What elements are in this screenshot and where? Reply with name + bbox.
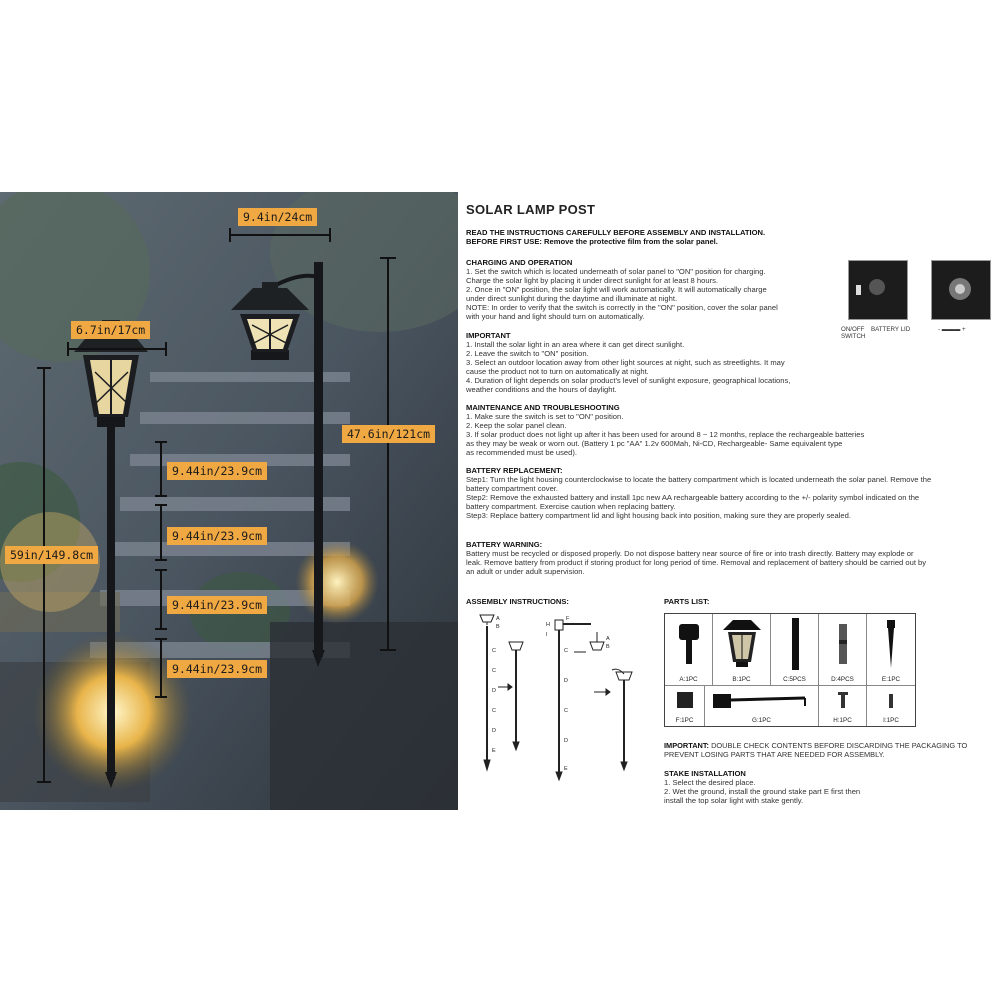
part-a: A:1PC bbox=[665, 614, 713, 686]
important-heading: IMPORTANT bbox=[466, 331, 511, 340]
svg-text:C: C bbox=[492, 668, 496, 674]
part-d-connector-icon bbox=[819, 614, 867, 674]
part-c-pole-icon bbox=[771, 614, 819, 674]
dimension-segment-3: 9.44in/23.9cm bbox=[167, 596, 267, 614]
svg-text:D: D bbox=[492, 688, 496, 694]
important-text: 1. Install the solar light in an area where it can get direct sunlight. 2. Leave the switch to "ON" position. 3. Select an outdoor location away from other light sources at night, such as streetlights. It may cause the product not to turn on automatically at night. 4. Duration of light depends on solar product's level of sunlight exposure, geographical locations, weather conditions and the hours of daylight. bbox=[466, 340, 791, 395]
dimension-width-small: 6.7in/17cm bbox=[71, 321, 150, 339]
dimension-segment-2: 9.44in/23.9cm bbox=[167, 527, 267, 545]
important-parts-note: IMPORTANT: DOUBLE CHECK CONTENTS BEFORE DISCARDING THE PACKAGING TO PREVENT LOSING PARTS THAT ARE NEEDED FOR ASSEMBLY. bbox=[664, 741, 968, 760]
battery-lid-caption: BATTERY LID bbox=[871, 326, 911, 333]
dimension-width-top: 9.4in/24cm bbox=[238, 208, 317, 226]
maintenance-heading: MAINTENANCE AND TROUBLESHOOTING bbox=[466, 403, 620, 412]
svg-text:I: I bbox=[546, 632, 548, 638]
svg-text:C: C bbox=[492, 648, 496, 654]
maintenance-text: 1. Make sure the switch is set to "ON" position. 2. Keep the solar panel clean. 3. If solar product does not light up after it has been used for around 8 ~ 12 months, replace the rechargeable batteries as they may be weak or worn out. (Battery 1 pc "AA" 1.2v 600Mah, Ni-CD, Rechargeable- Same equivalent type as recommended must be used). bbox=[466, 412, 865, 458]
svg-text:D: D bbox=[564, 678, 568, 684]
switch-caption: ON/OFF SWITCH bbox=[841, 326, 866, 340]
parts-list-table bbox=[664, 613, 916, 727]
part-h-screw-icon bbox=[819, 686, 867, 714]
assembly-diagram bbox=[466, 612, 656, 787]
part-d: D:4PCS bbox=[819, 614, 867, 686]
part-b: B:1PC bbox=[713, 614, 771, 686]
part-e-stake-icon bbox=[867, 614, 915, 674]
first-use-line: BEFORE FIRST USE: Remove the protective film from the solar panel. bbox=[466, 237, 718, 246]
part-h: H:1PC bbox=[819, 686, 867, 726]
garden-scene bbox=[0, 192, 458, 810]
svg-text:B: B bbox=[606, 644, 610, 650]
svg-text:E: E bbox=[492, 748, 496, 754]
dimension-segment-1: 9.44in/23.9cm bbox=[167, 462, 267, 480]
svg-text:C: C bbox=[564, 708, 568, 714]
dimension-height-right: 47.6in/121cm bbox=[342, 425, 435, 443]
stake-installation-heading: STAKE INSTALLATION bbox=[664, 769, 746, 778]
battery-warning-text: Battery must be recycled or disposed properly. Do not dispose battery near source of fire or into trash directly. Battery may explode or leak. Remove battery from product if storing product for long period of time. Removal and replacement of battery should be carried out by an adult or under adult supervision. bbox=[466, 549, 927, 577]
svg-text:D: D bbox=[564, 738, 568, 744]
svg-text:E: E bbox=[564, 766, 568, 772]
part-c: C:5PCS bbox=[771, 614, 819, 686]
svg-text:C: C bbox=[564, 648, 568, 654]
svg-text:D: D bbox=[492, 728, 496, 734]
battery-lid-photo bbox=[931, 260, 991, 320]
svg-text:H: H bbox=[546, 622, 550, 628]
svg-text:A: A bbox=[496, 616, 500, 622]
parts-list-heading: PARTS LIST: bbox=[664, 597, 710, 606]
battery-warning-heading: BATTERY WARNING: bbox=[466, 540, 543, 549]
product-photo bbox=[0, 192, 458, 810]
battery-replacement-text: Step1: Turn the light housing counterclockwise to locate the battery compartment which is located underneath the solar panel. Remove the battery compartment cover. Step2: Remove the exhausted battery and install 1pc new AA rechargeable battery according to the +/- polarity symbol indicated on the battery compartment. Exercise caution when replacing battery. Step3: Replace battery compartment lid and light housing back into position, making sure they are properly sealed. bbox=[466, 475, 932, 521]
svg-text:A: A bbox=[606, 636, 610, 642]
stake-installation-text: 1. Select the desired place. 2. Wet the ground, install the ground stake part E first then install the top solar light with stake gently. bbox=[664, 778, 861, 806]
part-i: I:1PC bbox=[867, 686, 915, 726]
charging-heading: CHARGING AND OPERATION bbox=[466, 258, 573, 267]
glow-ball-small bbox=[295, 540, 379, 624]
read-instructions-line: READ THE INSTRUCTIONS CAREFULLY BEFORE ASSEMBLY AND INSTALLATION. bbox=[466, 228, 766, 237]
battery-polarity: - ▬▬▬ + bbox=[938, 326, 966, 333]
part-e: E:1PC bbox=[867, 614, 915, 686]
part-f: F:1PC bbox=[665, 686, 705, 726]
battery-replacement-heading: BATTERY REPLACEMENT: bbox=[466, 466, 563, 475]
svg-text:C: C bbox=[492, 708, 496, 714]
part-b-lantern-icon bbox=[713, 614, 771, 674]
dimension-segment-4: 9.44in/23.9cm bbox=[167, 660, 267, 678]
part-g: G:1PC bbox=[705, 686, 819, 726]
part-f-cap-icon bbox=[665, 686, 705, 714]
svg-text:F: F bbox=[566, 616, 570, 622]
assembly-heading: ASSEMBLY INSTRUCTIONS: bbox=[466, 597, 569, 606]
doc-title: SOLAR LAMP POST bbox=[466, 202, 596, 217]
svg-text:B: B bbox=[496, 624, 500, 630]
part-i-bolt-icon bbox=[867, 686, 915, 714]
part-a-bracket-icon bbox=[665, 614, 713, 674]
switch-photo bbox=[848, 260, 908, 320]
instruction-sheet bbox=[466, 200, 1000, 810]
dimension-height-left: 59in/149.8cm bbox=[5, 546, 98, 564]
part-g-arm-icon bbox=[705, 686, 819, 714]
charging-text: 1. Set the switch which is located underneath of solar panel to "ON" position for charging. Charge the solar light by placing it under direct sunlight for at least 8 hours. 2. Once in "ON" position, the solar light will work automatically. It will automatically charge under direct sunlight during the daytime and illuminate at night. NOTE: In order to verify that the switch is correctly in the "ON" position, cover the solar panel with your hand and light should turn on automatically. bbox=[466, 267, 778, 322]
